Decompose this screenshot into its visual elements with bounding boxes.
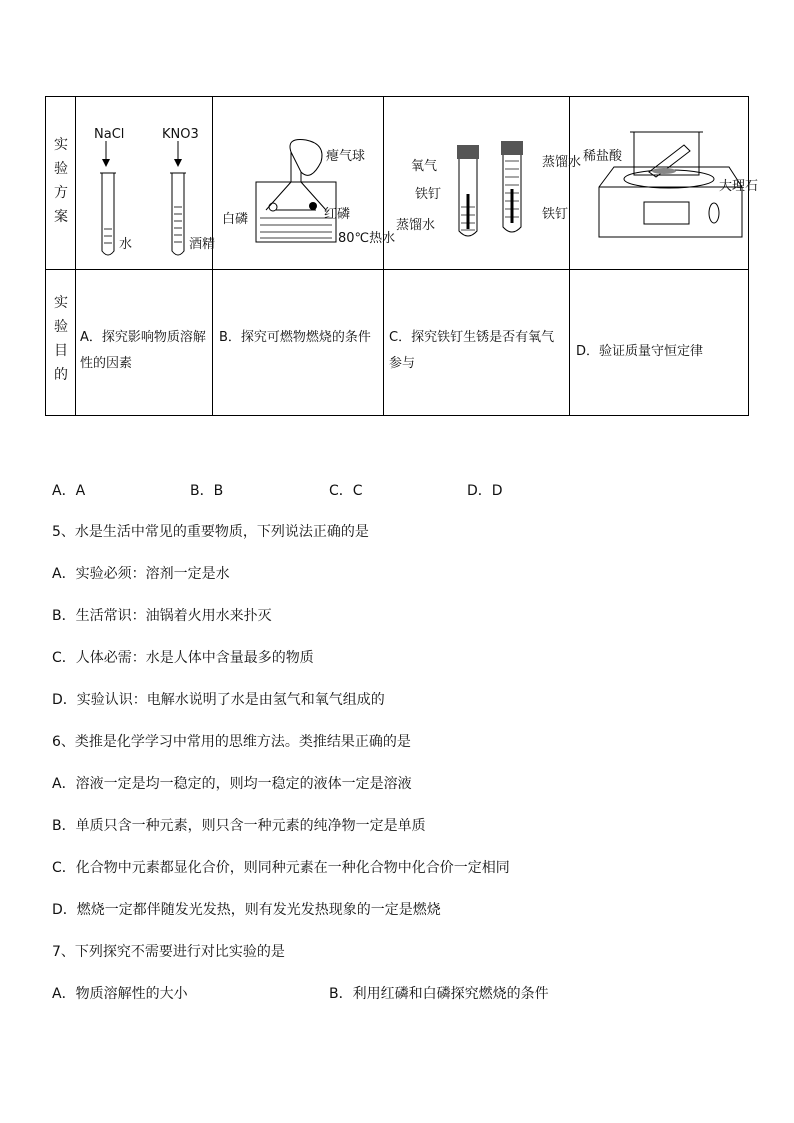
label-oxygen: 氧气 <box>411 159 438 174</box>
q5-option-c[interactable]: C．人体必需：水是人体中含量最多的物质 <box>52 650 314 666</box>
q4-option-a[interactable]: A．A <box>52 483 86 499</box>
q7-option-b[interactable]: B．利用红磷和白磷探究燃烧的条件 <box>329 986 549 1002</box>
purpose-a: A．探究影响物质溶解性的因素 <box>80 330 206 371</box>
q4-option-d[interactable]: D．D <box>467 483 503 499</box>
q6-stem: 6、类推是化学学习中常用的思维方法。类推结果正确的是 <box>52 734 411 750</box>
q6-option-b[interactable]: B．单质只含一种元素，则只含一种元素的纯净物一定是单质 <box>52 818 426 834</box>
rust-c-diagram <box>451 139 541 244</box>
purpose-c: C．探究铁钉生锈是否有氧气参与 <box>389 330 555 371</box>
label-nail-2: 铁钉 <box>542 207 569 222</box>
test-tubes-a-diagram <box>86 141 206 261</box>
q7-stem: 7、下列探究不需要进行对比实验的是 <box>52 944 285 960</box>
q4-option-b[interactable]: B．B <box>190 483 224 499</box>
label-white-phosphorus: 白磷 <box>222 212 249 227</box>
label-nacl: NaCl <box>94 127 125 142</box>
q5-option-a[interactable]: A．实验必须：溶剂一定是水 <box>52 566 230 582</box>
q5-option-d[interactable]: D．实验认识：电解水说明了水是由氢气和氧气组成的 <box>52 692 385 708</box>
label-water: 水 <box>119 237 133 252</box>
label-distilled-water-2: 蒸馏水 <box>542 155 582 170</box>
q5-option-b[interactable]: B．生活常识：油锅着火用水来扑灭 <box>52 608 272 624</box>
label-alcohol: 酒精 <box>189 237 216 252</box>
purpose-d: D．验证质量守恒定律 <box>576 344 704 359</box>
label-nail-1: 铁钉 <box>415 187 442 202</box>
row-label-purpose: 实 验 目 的 <box>54 295 68 383</box>
q4-option-c[interactable]: C．C <box>329 483 363 499</box>
row-label-scheme: 实 验 方 案 <box>54 137 68 225</box>
experiment-table <box>45 96 759 416</box>
q6-option-d[interactable]: D．燃烧一定都伴随发光发热，则有发光发热现象的一定是燃烧 <box>52 902 441 918</box>
label-marble: 大理石 <box>719 179 759 194</box>
label-distilled-water-1: 蒸馏水 <box>396 218 436 233</box>
purpose-b: B．探究可燃物燃烧的条件 <box>219 330 371 345</box>
q6-option-c[interactable]: C．化合物中元素都显化合价，则同种元素在一种化合物中化合价一定相同 <box>52 860 510 876</box>
label-dilute-hcl: 稀盐酸 <box>583 149 623 164</box>
label-red-phosphorus: 红磷 <box>324 207 351 222</box>
q6-option-a[interactable]: A．溶液一定是均一稳定的，则均一稳定的液体一定是溶液 <box>52 776 412 792</box>
label-hot-water: 80℃热水 <box>338 231 396 246</box>
label-kno3: KNO3 <box>162 127 199 142</box>
q5-stem: 5、水是生活中常见的重要物质，下列说法正确的是 <box>52 524 369 540</box>
label-balloon: 瘪气球 <box>326 149 366 164</box>
q7-option-a[interactable]: A．物质溶解性的大小 <box>52 986 188 1002</box>
